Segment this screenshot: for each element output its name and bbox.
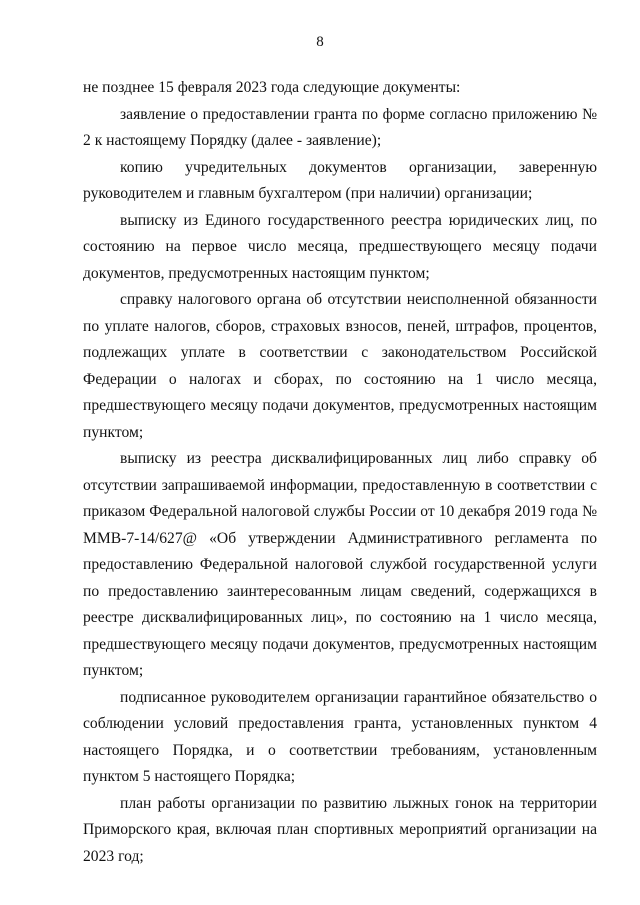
paragraph-disqualified-register: выписку из реестра дисквалифицированных лиц либо справку об отсутствии запрашиваемой информации, предоставленную в соответствии с приказом Федеральной налоговой службы России от 10 декабря 2019 года № ММВ-7-14/627@ «Об утверждении Административного регламента по предоставлению Федеральной налоговой службой государственной услуги по предоставлению заинтересованным лицам сведений, содержащихся в реестре дисквалифицированных лиц», по состоянию на 1 число месяца, предшествующего месяцу подачи документов, предусмотренных настоящим пунктом;	[83, 450, 597, 679]
paragraph-work-plan: план работы организации по развитию лыжных гонок на территории Приморского края, включая план спортивных мероприятий организации на 2023 год;	[83, 794, 597, 865]
paragraph-founding-documents: копию учредительных документов организации, заверенную руководителем и главным бухгалтером (при наличии) организации;	[83, 158, 597, 202]
paragraph-register-extract: выписку из Единого государственного реестра юридических лиц, по состоянию на первое число месяца, предшествующего месяцу подачи документов, предусмотренных настоящим пунктом;	[83, 211, 597, 282]
document-body	[83, 75, 597, 870]
paragraph-guarantee-obligation: подписанное руководителем организации гарантийное обязательство о соблюдении условий предоставления гранта, установленных пунктом 4 настоящего Порядка, и о соответствии требованиям, установленным пунктом 5 настоящего Порядка;	[83, 688, 597, 785]
paragraph-application: заявление о предоставлении гранта по форме согласно приложению № 2 к настоящему Порядку (далее - заявление);	[83, 105, 597, 149]
paragraph-intro: не позднее 15 февраля 2023 года следующие документы:	[83, 79, 461, 96]
paragraph-tax-certificate: справку налогового органа об отсутствии неисполненной обязанности по уплате налогов, сборов, страховых взносов, пеней, штрафов, процентов, подлежащих уплате в соответствии с законодательством Российской Федерации о налогах и сборах, по состоянию на 1 число месяца, предшествующего месяцу подачи документов, предусмотренных настоящим пунктом;	[83, 291, 597, 441]
page-number: 8	[316, 34, 324, 50]
